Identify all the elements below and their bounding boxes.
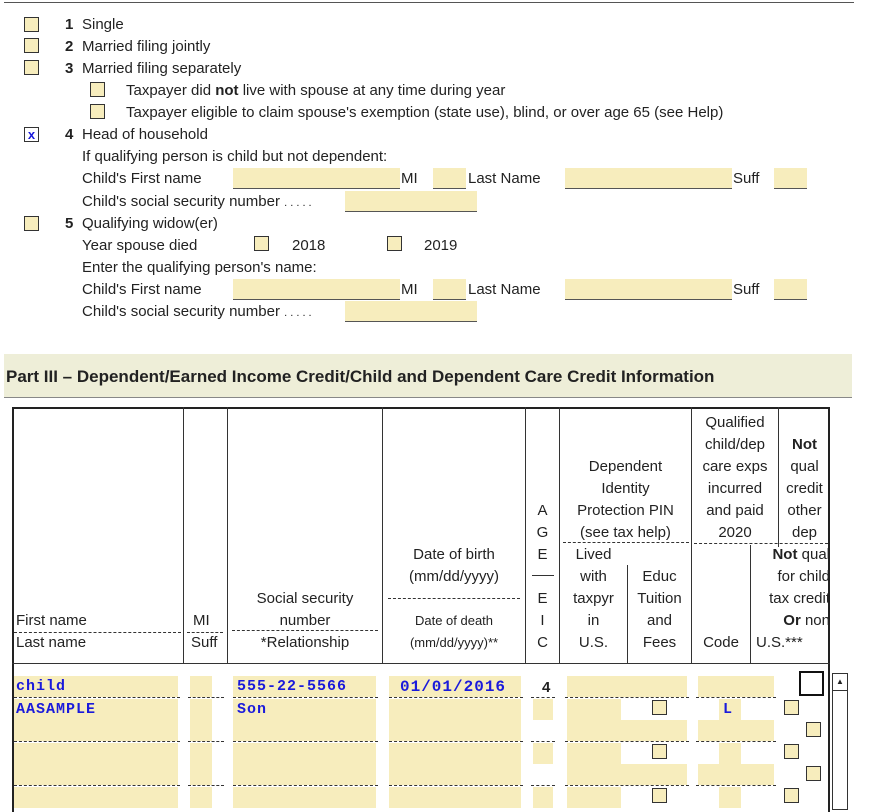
col-divider <box>750 545 751 664</box>
row1-lived-input[interactable] <box>567 699 621 720</box>
hoh-mi-input[interactable] <box>433 168 466 189</box>
row-dash <box>565 741 689 742</box>
row2-educ-checkbox[interactable] <box>652 744 667 759</box>
hoh-checkbox[interactable]: x <box>24 127 39 142</box>
row3-relationship-input[interactable] <box>233 787 376 808</box>
row1-ssn: 555-22-5566 <box>237 678 348 695</box>
row3-first-name-input[interactable] <box>14 764 178 785</box>
qw-child-ssn-input[interactable] <box>345 301 477 322</box>
hdr-last-name: Last name <box>16 634 87 651</box>
row3-eic-input[interactable] <box>533 787 553 808</box>
row1-mi-input[interactable] <box>190 676 212 697</box>
hdr-dash <box>563 542 689 543</box>
row2-dod-input[interactable] <box>389 743 521 764</box>
hoh-label: Head of household <box>82 126 208 143</box>
hoh-last-label: Last Name <box>468 170 541 187</box>
row-dash <box>531 785 555 786</box>
row-dash <box>531 741 555 742</box>
part3-title: Part III – Dependent/Earned Income Credit/Child and Dependent Care Credit Information <box>4 354 852 398</box>
row-dash <box>14 741 180 742</box>
row1-code: L <box>723 701 734 718</box>
qw-label: Qualifying widow(er) <box>82 215 218 232</box>
year-2019-label: 2019 <box>424 237 458 254</box>
hdr-ssn: Social security number <box>256 590 354 629</box>
row-dash <box>696 697 776 698</box>
hoh-child-first-input[interactable] <box>233 168 400 189</box>
spouse-exemption-label: Taxpayer eligible to claim spouse's exemption (state use), blind, or over age 65 (see Help) <box>126 104 724 121</box>
mfs-number: 3 <box>65 60 74 77</box>
hdr-age: A G E <box>536 502 549 563</box>
qw-child-ssn-label: Child's social security number . . . . . <box>82 303 312 320</box>
scroll-up-icon[interactable]: ▲ <box>833 674 847 691</box>
row2-code-input[interactable] <box>719 743 741 764</box>
row1-not-qual-other-checkbox[interactable] <box>799 671 824 696</box>
single-label: Single <box>82 16 124 33</box>
top-divider <box>4 2 854 3</box>
row-dash <box>233 741 378 742</box>
hoh-number: 4 <box>65 126 74 143</box>
hoh-mi-label: MI <box>401 170 418 187</box>
year-2018-label: 2018 <box>292 237 326 254</box>
hoh-suff-input[interactable] <box>774 168 807 189</box>
hdr-dash <box>388 598 520 599</box>
hdr-eic: E I C <box>537 590 548 651</box>
qw-mi-input[interactable] <box>433 279 466 300</box>
hoh-note: If qualifying person is child but not dependent: <box>82 148 388 165</box>
row-dash <box>389 741 523 742</box>
hdr-dod: Date of death (mm/dd/yyyy)** <box>409 613 499 650</box>
hdr-mi: MI <box>193 612 210 629</box>
hdr-relationship: *Relationship <box>260 634 350 651</box>
hoh-child-ssn-input[interactable] <box>345 191 477 212</box>
row-dash <box>14 697 180 698</box>
row3-dob-input[interactable] <box>389 764 521 785</box>
row2-first-name-input[interactable] <box>14 720 178 741</box>
row-dash <box>188 741 224 742</box>
row-dash <box>696 785 776 786</box>
hdr-dash <box>532 575 554 576</box>
spouse-exemption-checkbox[interactable] <box>90 104 105 119</box>
row2-qual-exps-input[interactable] <box>698 720 774 741</box>
row3-not-qual-other-checkbox[interactable] <box>806 766 821 781</box>
row1-dob: 01/01/2016 <box>400 678 507 696</box>
year-spouse-died-label: Year spouse died <box>82 237 198 254</box>
qw-last-label: Last Name <box>468 281 541 298</box>
hdr-dependent-pin: Dependent Identity Protection PIN (see tax help) <box>577 458 674 541</box>
qw-child-first-input[interactable] <box>233 279 400 300</box>
row1-ip-pin-input[interactable] <box>567 676 687 697</box>
row1-qual-exps-input[interactable] <box>698 676 774 697</box>
row-dash <box>188 697 224 698</box>
hdr-not-qual-other: Not qual credit other dep <box>786 436 823 541</box>
qw-suff-label: Suff <box>733 281 760 298</box>
row2-dob-input[interactable] <box>389 720 521 741</box>
row3-ssn-input[interactable] <box>233 764 376 785</box>
hoh-child-first-label: Child's First name <box>82 170 202 187</box>
row3-last-name-input[interactable] <box>14 787 178 808</box>
row1-age: 4 <box>542 679 551 696</box>
row-dash <box>531 697 555 698</box>
row2-ssn-input[interactable] <box>233 720 376 741</box>
row3-dod-input[interactable] <box>389 787 521 808</box>
row3-educ-checkbox[interactable] <box>652 788 667 803</box>
mfj-checkbox[interactable] <box>24 38 39 53</box>
row3-suff-input[interactable] <box>190 787 212 808</box>
row2-mi-input[interactable] <box>190 720 212 741</box>
row-dash <box>233 785 378 786</box>
hdr-lived: Lived with taxpyr in U.S. <box>573 546 614 651</box>
row3-qual-exps-input[interactable] <box>698 764 774 785</box>
hoh-child-ssn-label: Child's social security number . . . . . <box>82 193 312 210</box>
row-dash <box>233 697 378 698</box>
row3-lived-input[interactable] <box>567 787 621 808</box>
mfs-checkbox[interactable] <box>24 60 39 75</box>
enter-name-label: Enter the qualifying person's name: <box>82 259 317 276</box>
qw-number: 5 <box>65 215 74 232</box>
hoh-last-input[interactable] <box>565 168 732 189</box>
mfs-label: Married filing separately <box>82 60 242 77</box>
col-divider <box>183 407 184 664</box>
hdr-qualified: Qualified child/dep care exps incurred and paid 2020 <box>702 414 768 541</box>
qw-mi-label: MI <box>401 281 418 298</box>
row2-eic-input[interactable] <box>533 743 553 764</box>
row3-code-input[interactable] <box>719 787 741 808</box>
row2-suff-input[interactable] <box>190 743 212 764</box>
qw-suff-input[interactable] <box>774 279 807 300</box>
mfs-not-live-label: Taxpayer did not live with spouse at any time during year <box>126 82 506 99</box>
row2-lived-input[interactable] <box>567 743 621 764</box>
row1-not-ctc-checkbox[interactable] <box>784 700 799 715</box>
row-dash <box>389 785 523 786</box>
row-dash <box>565 785 689 786</box>
qw-child-first-label: Child's First name <box>82 281 202 298</box>
mfj-number: 2 <box>65 38 74 55</box>
mfj-label: Married filing jointly <box>82 38 211 55</box>
row-dash <box>188 785 224 786</box>
hdr-dash <box>14 632 181 633</box>
hdr-code: Code <box>703 634 739 651</box>
hdr-dob: Date of birth (mm/dd/yyyy) <box>409 546 499 585</box>
header-bottom-line <box>12 663 830 664</box>
table-scrollbar[interactable] <box>832 673 848 810</box>
row2-not-ctc-checkbox[interactable] <box>784 744 799 759</box>
year-2019-checkbox[interactable] <box>387 236 402 251</box>
row1-suff-input[interactable] <box>190 699 212 720</box>
qw-last-input[interactable] <box>565 279 732 300</box>
hdr-dash <box>187 632 223 633</box>
row-dash <box>389 697 523 698</box>
single-number: 1 <box>65 16 74 33</box>
row2-relationship-input[interactable] <box>233 743 376 764</box>
hdr-not-qual-ctc: Not qual for child tax credit Or non U.S.*** <box>756 546 830 651</box>
row-dash <box>565 697 689 698</box>
row1-first-name: child <box>16 678 67 695</box>
row1-last-name: AASAMPLE <box>16 701 97 718</box>
row3-not-ctc-checkbox[interactable] <box>784 788 799 803</box>
hdr-suff: Suff <box>191 634 218 651</box>
row3-ip-pin-input[interactable] <box>567 764 687 785</box>
row-dash <box>14 785 180 786</box>
hoh-suff-label: Suff <box>733 170 760 187</box>
row1-educ-checkbox[interactable] <box>652 700 667 715</box>
row-dash <box>696 741 776 742</box>
year-2018-checkbox[interactable] <box>254 236 269 251</box>
row2-ip-pin-input[interactable] <box>567 720 687 741</box>
row2-not-qual-other-checkbox[interactable] <box>806 722 821 737</box>
hdr-first-name: First name <box>16 612 87 629</box>
single-checkbox[interactable] <box>24 17 39 32</box>
qw-checkbox[interactable] <box>24 216 39 231</box>
row3-mi-input[interactable] <box>190 764 212 785</box>
hdr-educ: Educ Tuition and Fees <box>637 568 682 651</box>
row1-dod-input[interactable] <box>389 699 521 720</box>
row1-eic-input[interactable] <box>533 699 553 720</box>
hdr-dash <box>232 630 378 631</box>
row1-relationship: Son <box>237 701 268 718</box>
row2-last-name-input[interactable] <box>14 743 178 764</box>
mfs-not-live-checkbox[interactable] <box>90 82 105 97</box>
